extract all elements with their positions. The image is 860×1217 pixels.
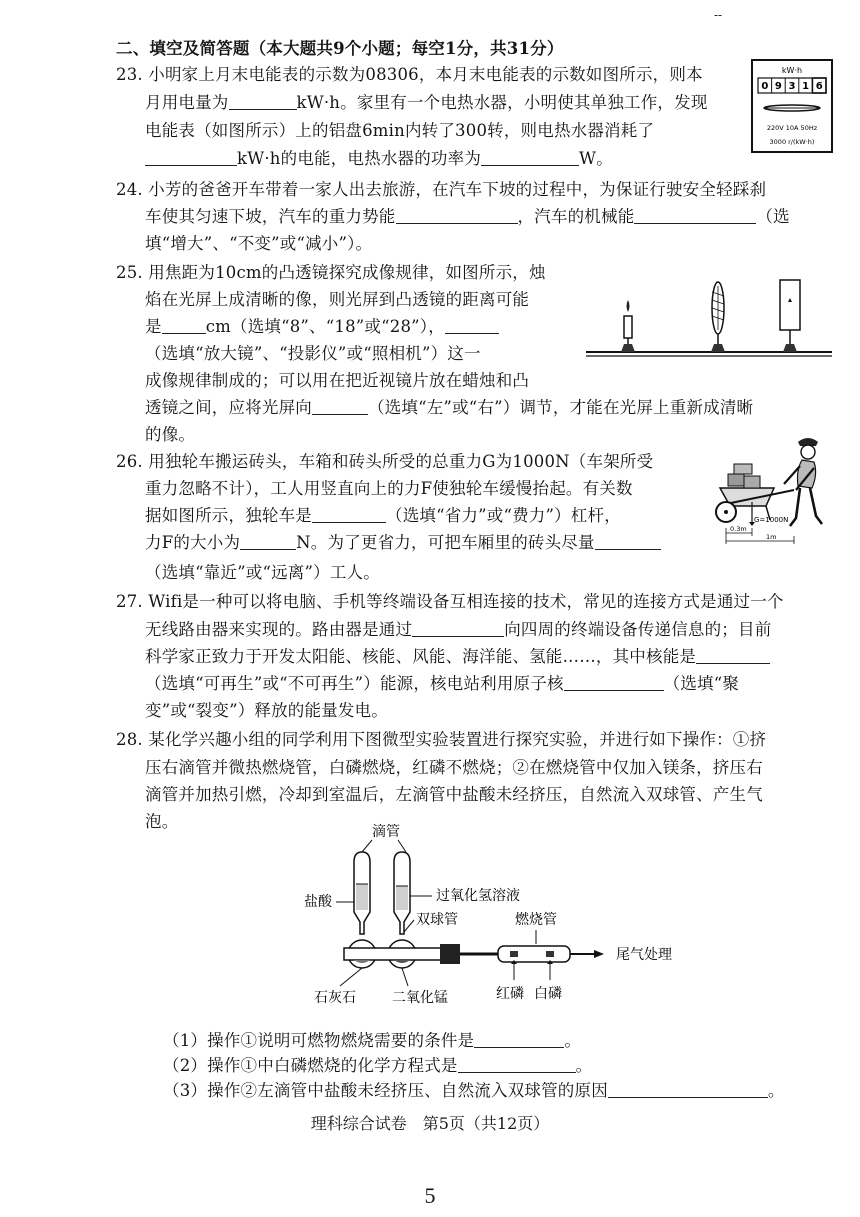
q26-line5: （选填“靠近”或“远离”）工人。 (145, 563, 380, 582)
optical-bench-figure (584, 270, 834, 362)
answer-blank[interactable] (162, 317, 206, 334)
q28-text: （2）操作①中白磷燃烧的化学方程式是 (163, 1056, 458, 1075)
q26-line1: 26. 用独轮车搬运砖头，车箱和砖头所受的总重力G为1000N（车架所受 (116, 452, 654, 471)
q28-text: （1）操作①说明可燃物燃烧需要的条件是 (163, 1031, 475, 1050)
q25-line4: （选填“放大镜”、“投影仪”或“照相机”）这一 (145, 344, 481, 363)
q23-text: kW·h的电能，电热水器的功率为 (237, 149, 482, 168)
label-dropper: 滴管 (372, 824, 400, 840)
answer-blank[interactable] (564, 674, 664, 691)
meter-spec: 220V 10A 50Hz (766, 124, 818, 132)
q28-line2: 压右滴管并微热燃烧管，白磷燃烧，红磷不燃烧；②在燃烧管中仅加入镁条，挤压右 (145, 758, 763, 777)
q25-line3 (145, 316, 499, 338)
q23-line1: 23. 小明家上月末电能表的示数为08306，本月末电能表的示数如图所示，则本 (116, 65, 703, 84)
answer-blank[interactable] (608, 1081, 768, 1098)
q23-text: kW·h。家里有一个电热水器，小明使其单独工作，发现 (296, 93, 708, 112)
double-bulb-tube-icon (344, 940, 460, 968)
q27-text: 向四周的终端设备传递信息的；目前 (504, 620, 772, 639)
scan-mark: -- (714, 8, 723, 22)
distance-label-long: 1m (766, 533, 777, 541)
q24-line2 (145, 206, 790, 228)
label-red-phosphorus: 红磷 (496, 986, 524, 1002)
candle-icon (621, 300, 635, 352)
label-double-bulb: 双球管 (416, 912, 458, 928)
label-exhaust: 尾气处理 (616, 947, 672, 963)
q28-text: 。 (767, 1081, 785, 1100)
wheelbarrow-figure (706, 432, 840, 548)
q26-line3 (145, 505, 621, 527)
label-combustion-tube: 燃烧管 (515, 912, 557, 928)
answer-blank[interactable] (396, 207, 518, 224)
answer-blank[interactable] (481, 149, 579, 166)
q23-text: 月用电量为 (145, 93, 229, 112)
q27-text: 科学家正致力于开发太阳能、核能、风能、海洋能、氢能……，其中核能是 (145, 647, 697, 666)
q27-line4 (145, 673, 739, 695)
label-mno2: 二氧化锰 (392, 990, 448, 1006)
answer-blank[interactable] (634, 207, 756, 224)
meter-rev: 3000 r/(kW·h) (769, 138, 815, 146)
meter-digit: 1 (802, 81, 810, 92)
answer-blank[interactable] (474, 1031, 564, 1048)
distance-label-short: 0.3m (730, 525, 747, 533)
screen-icon (780, 280, 800, 352)
meter-unit: kW·h (781, 66, 803, 75)
q28-text: 。 (575, 1056, 593, 1075)
q27-text: 无线路由器来实现的。路由器是通过 (145, 620, 413, 639)
q25-line2: 焰在光屏上成清晰的像，则光屏到凸透镜的距离可能 (145, 290, 530, 309)
meter-digit: 6 (815, 81, 823, 92)
meter-digit: 0 (761, 81, 769, 92)
wheelbarrow-icon (716, 464, 794, 522)
q26-line4 (145, 532, 661, 554)
page-number: 5 (424, 1183, 436, 1208)
left-dropper-icon (354, 852, 370, 934)
worker-icon (784, 438, 822, 526)
right-dropper-icon (394, 852, 410, 934)
q25-text: 是 (145, 317, 162, 336)
q28-line3: 滴管并加热引燃，冷却到室温后，左滴管中盐酸未经挤压，自然流入双球管、产生气 (145, 785, 763, 804)
q24-text: ，汽车的机械能 (517, 207, 635, 226)
q26-line2: 重力忽略不计），工人用竖直向上的力F使独轮车缓慢抬起。有关数 (145, 479, 633, 498)
q23-line4 (145, 148, 613, 170)
q23-line2 (145, 92, 708, 114)
answer-blank[interactable] (240, 533, 296, 550)
q24-line3: 填“增大”、“不变”或“减小”）。 (145, 234, 373, 253)
q26-text: N。为了更省力，可把车厢里的砖头尽量 (296, 533, 595, 552)
label-limestone: 石灰石 (314, 990, 356, 1006)
q24-text: （选 (756, 207, 790, 226)
q25-line6 (145, 397, 753, 419)
q27-text: （选填“聚 (663, 674, 740, 693)
q27-line1: 27. Wifi是一种可以将电脑、手机等终端设备互相连接的技术，常见的连接方式是通过一个 (116, 592, 784, 611)
q26-text: （选填“省力”或“费力”）杠杆， (386, 506, 621, 525)
answer-blank[interactable] (445, 317, 499, 334)
answer-blank[interactable] (595, 533, 661, 550)
label-h2o2: 过氧化氢溶液 (436, 888, 520, 904)
q28-line4: 泡。 (145, 812, 179, 831)
meter-digit: 9 (774, 81, 782, 92)
q27-text: （选填“可再生”或“不可再生”）能源，核电站利用原子核 (145, 674, 564, 693)
q28-sub2 (163, 1055, 592, 1077)
convex-lens-icon (711, 282, 725, 352)
q25-text: （选填“左”或“右”）调节，才能在光屏上重新成清晰 (368, 398, 754, 417)
q28-line1: 28. 某化学兴趣小组的同学利用下图微型实验装置进行探究实验，并进行如下操作：①挤 (116, 730, 767, 749)
answer-blank[interactable] (458, 1056, 576, 1073)
combustion-tube-icon (460, 946, 604, 962)
answer-blank[interactable] (312, 398, 368, 415)
q28-sub3 (163, 1080, 785, 1102)
micro-apparatus-figure (300, 820, 710, 1010)
answer-blank[interactable] (229, 93, 297, 110)
label-hcl: 盐酸 (304, 894, 332, 910)
q27-line2 (145, 619, 771, 641)
q27-line5: 变”或“裂变”）释放的能量发电。 (145, 701, 389, 720)
electricity-meter-figure (750, 58, 834, 154)
page-footer: 理科综合试卷 第5页（共12页） (310, 1114, 550, 1133)
q25-text: 透镜之间，应将光屏向 (145, 398, 312, 417)
answer-blank[interactable] (312, 506, 386, 523)
q26-text: 力F的大小为 (145, 533, 241, 552)
q25-line7: 的像。 (145, 425, 196, 444)
q28-sub1 (163, 1030, 581, 1052)
q24-line1: 24. 小芳的爸爸开车带着一家人出去旅游，在汽车下坡的过程中，为保证行驶安全轻踩刹 (116, 180, 767, 199)
q25-line5: 成像规律制成的；可以用在把近视镜片放在蜡烛和凸 (145, 371, 530, 390)
q25-text: cm（选填“8”、“18”或“28”）， (205, 317, 445, 336)
q26-text: 据如图所示，独轮车是 (145, 506, 312, 525)
q24-text: 车使其匀速下坡，汽车的重力势能 (145, 207, 396, 226)
q23-text: W。 (579, 149, 613, 168)
section-title: 二、填空及简答题（本大题共9个小题；每空1分，共31分） (116, 39, 564, 58)
meter-digit: 3 (788, 81, 796, 92)
label-white-phosphorus: 白磷 (534, 986, 562, 1002)
gravity-label: G=1000N (754, 516, 789, 524)
q28-text: 。 (564, 1031, 582, 1050)
answer-blank[interactable] (412, 620, 504, 637)
q23-line3: 电能表（如图所示）上的铝盘6min内转了300转，则电热水器消耗了 (145, 121, 655, 140)
answer-blank[interactable] (696, 647, 770, 664)
answer-blank[interactable] (145, 149, 237, 166)
q28-text: （3）操作②左滴管中盐酸未经挤压、自然流入双球管的原因 (163, 1081, 608, 1100)
q25-line1: 25. 用焦距为10cm的凸透镜探究成像规律，如图所示，烛 (116, 263, 546, 282)
q27-line3 (145, 646, 770, 668)
